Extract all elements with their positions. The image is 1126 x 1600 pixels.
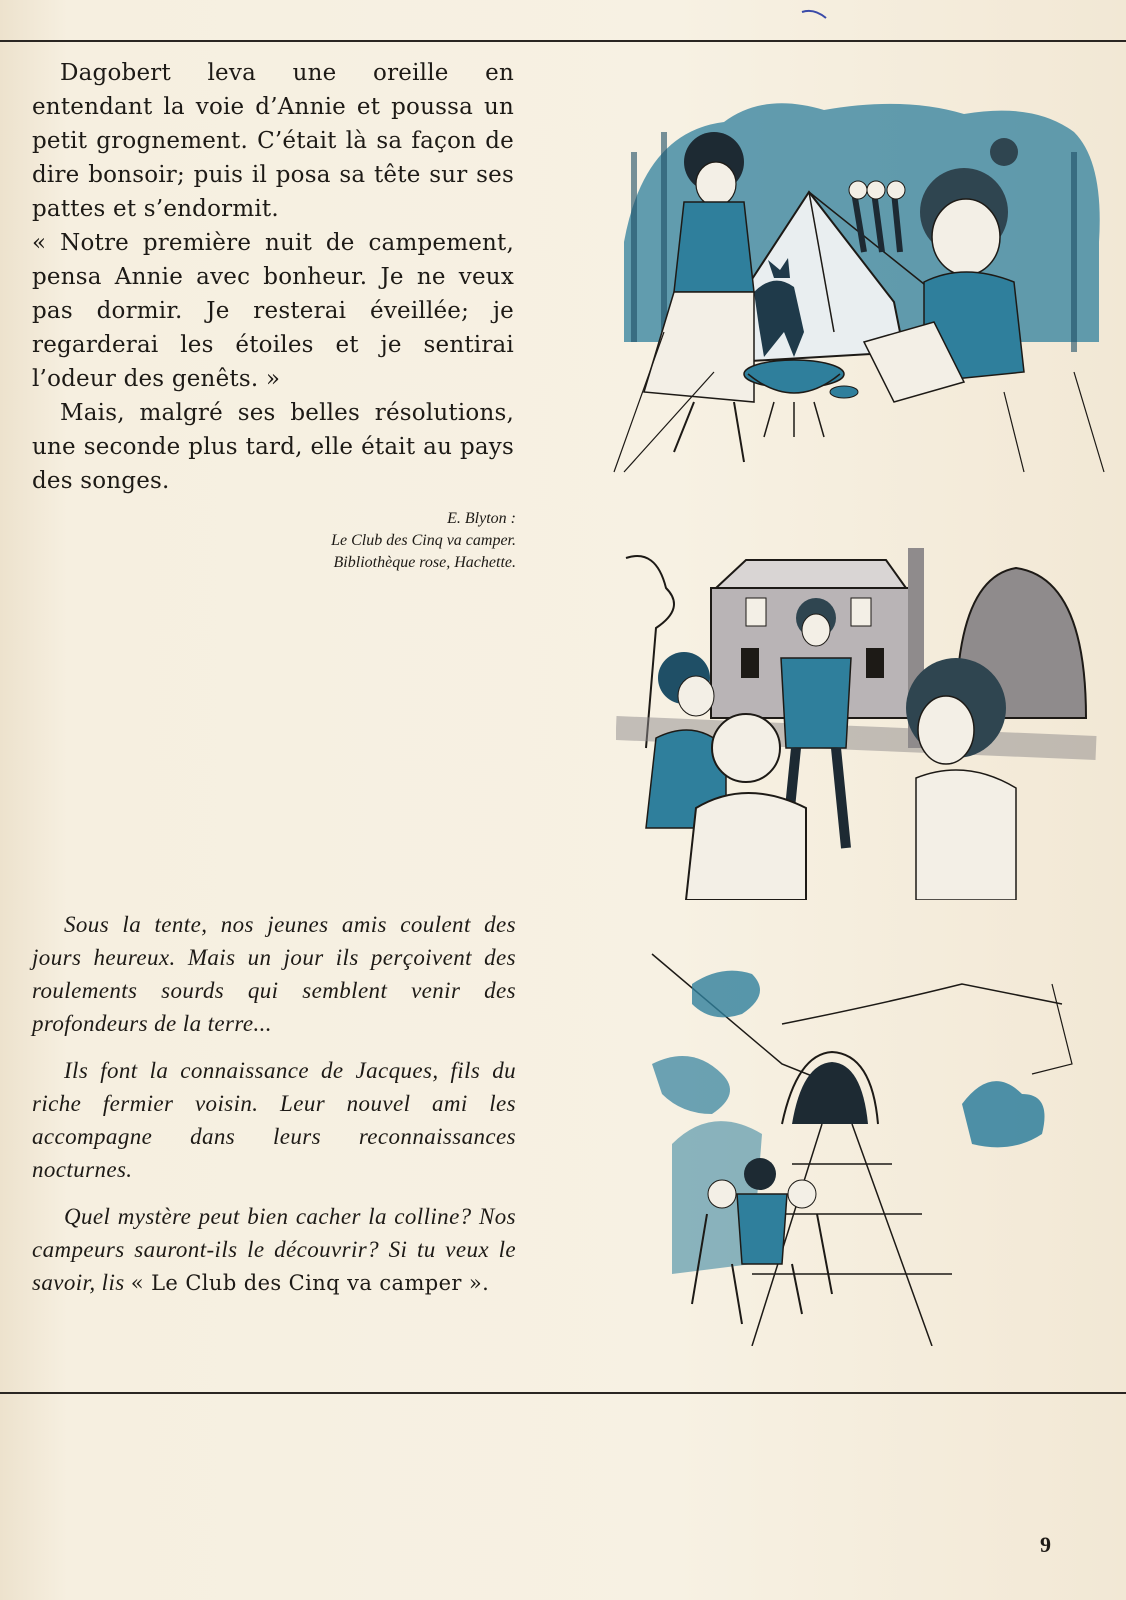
teaser-closing-text: Quel mystère peut bien cacher la colline? Nos campeurs sauront-ils le découvrir? Si tu veux le savoir, lis [32,1204,516,1295]
page-number: 9 [1040,1532,1051,1557]
story-paragraph-1: Dagobert leva une oreille en entendant la voie d’Annie et poussa un petit grognement. C’était là sa façon de dire bonsoir; puis il posa sa tête sur ses pattes et s’endormit. [32,60,514,222]
citation-publisher: Bibliothèque rose, Hachette. [333,554,516,571]
illustration-campsite [604,92,1114,478]
book-teaser [32,908,516,1314]
teaser-paragraph-3 [32,1200,516,1300]
story-excerpt [32,56,514,498]
teaser-paragraph-1: Sous la tente, nos jeunes amis coulent des jours heureux. Mais un jour ils perçoivent des roulements sourds qui semblent venir des profondeurs de la terre... [32,912,516,1036]
illustration-tunnel [632,944,1092,1346]
story-paragraph-2: « Notre première nuit de campement, pensa Annie avec bonheur. Je ne veux pas dormir. Je resterai éveillée; je regarderai les étoiles et je sentirai l’odeur des genêts. » [32,230,514,392]
bottom-rule [0,1392,1126,1394]
illustration-farmhouse [616,548,1098,900]
teaser-paragraph-2: Ils font la connaissance de Jacques, fils du riche fermier voisin. Leur nouvel ami les accompagne dans leurs reconnaissances nocturnes. [32,1058,516,1182]
teaser-book-title: « Le Club des Cinq va camper ». [130,1271,490,1295]
pen-stroke-mark [800,6,830,22]
top-rule [0,40,1126,42]
citation [331,508,516,574]
citation-title: Le Club des Cinq va camper. [331,532,516,549]
story-paragraph-3: Mais, malgré ses belles résolutions, une seconde plus tard, elle était au pays des songes. [32,400,514,494]
citation-author: E. Blyton : [447,510,516,527]
